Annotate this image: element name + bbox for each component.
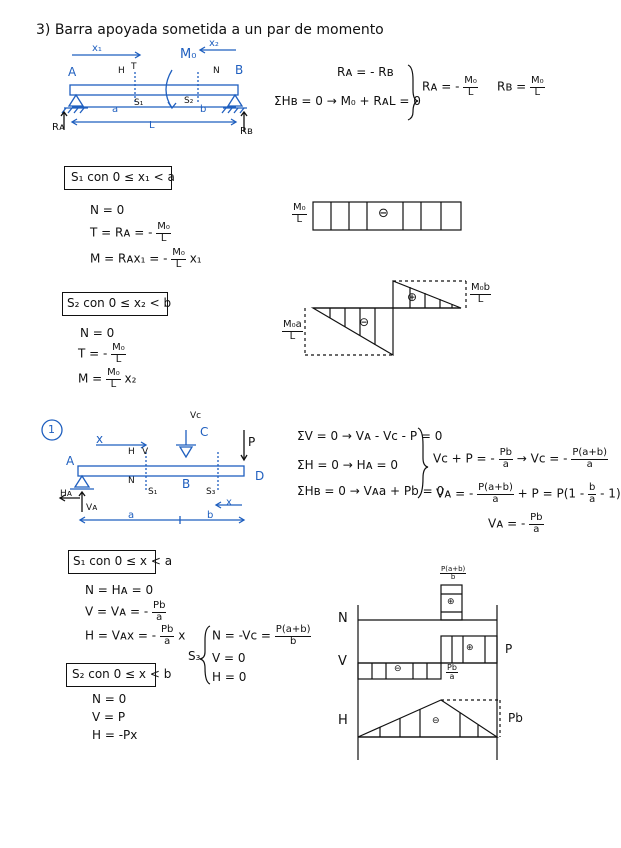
diagrams-2 <box>358 585 500 760</box>
eq-ra-lhs: Rᴀ = - <box>422 79 460 94</box>
frac-den: a <box>533 523 540 535</box>
frac-den: a <box>156 611 163 623</box>
frac-den: L <box>534 86 541 98</box>
frac-den: L <box>289 330 296 342</box>
label-m0: M₀ <box>180 47 197 62</box>
eq5-end: - 1) <box>596 486 621 501</box>
frac-num: M₀ <box>157 221 170 232</box>
shear-value-1 <box>292 203 307 225</box>
p2-s1-h <box>85 625 185 647</box>
s1-n: N = 0 <box>90 203 125 217</box>
eq5-mid: + P = P(1 - <box>517 486 588 501</box>
p2-label-s1: S₁ <box>148 487 158 497</box>
p2-s1-n: N = Hᴀ = 0 <box>85 583 154 597</box>
p2-label-p: P <box>248 435 256 449</box>
frac-num: M₀ <box>107 367 120 378</box>
eq-moment: ΣHʙ = 0 → M₀ + RᴀL = 0 <box>274 94 421 108</box>
frac-num: Pb <box>530 512 543 523</box>
beam-1-drawing <box>62 47 247 125</box>
beam-2 <box>78 466 244 476</box>
p2-label-x: x <box>96 432 104 446</box>
p2-s3-h: H = 0 <box>212 670 247 684</box>
moment-plus-sign: ⊕ <box>407 290 418 304</box>
frac-den: L <box>477 293 484 305</box>
p2-label-ha: Hᴀ <box>60 489 73 499</box>
label-ra: Rᴀ <box>52 122 65 133</box>
label-s1: S₁ <box>134 98 144 108</box>
eq-rb-result <box>497 76 545 98</box>
frac-num: P(a+b) <box>478 482 513 493</box>
p2-eq-sum-h: ΣH = 0 → Hᴀ = 0 <box>297 458 399 472</box>
p2-s3-n-lhs: N = -Vc = <box>212 628 271 643</box>
label-b: B <box>235 63 244 77</box>
label-rb: Rʙ <box>240 126 253 137</box>
p2-s1-v-lhs: V = Vᴀ = - <box>85 604 149 619</box>
frac-den: L <box>467 86 474 98</box>
v-minus-sign: ⊖ <box>394 664 402 674</box>
p2-s3-n <box>212 625 311 647</box>
p2-label-n: N <box>128 476 135 486</box>
frac-den: L <box>175 258 182 270</box>
label-x2: x₂ <box>209 38 219 49</box>
p2-dim-b: b <box>207 510 214 521</box>
p2-eq-sum-v: ΣV = 0 → Vᴀ - Vc - P = 0 <box>297 429 443 443</box>
frac-num: M₀ <box>531 75 544 86</box>
frac-num: P(a+b) <box>441 565 466 573</box>
p2-label-va: Vᴀ <box>86 503 98 513</box>
p2-eq-va <box>436 483 621 505</box>
n-plus-sign: ⊕ <box>447 597 455 607</box>
frac-den: a <box>586 458 593 470</box>
diagram-n-label: N <box>338 611 348 626</box>
p2-eq-moment: ΣHʙ = 0 → Vᴀa + Pb = 0 <box>297 484 445 498</box>
eq-ra-rb: Rᴀ = - Rʙ <box>337 65 394 79</box>
eq-rb-lhs: Rʙ = <box>497 79 527 94</box>
s2-m-lhs: M = <box>78 371 103 386</box>
h-minus-sign: ⊖ <box>432 716 440 726</box>
frac-den: a <box>164 635 171 647</box>
label-t-1: T <box>131 62 137 72</box>
p2-dim-a: a <box>128 510 135 521</box>
frac-num: Pb <box>160 624 174 635</box>
frac-num: P(a+b) <box>572 447 607 458</box>
beam-1 <box>70 85 238 95</box>
v-right-value: P <box>505 642 513 656</box>
p2-dim-x2: x <box>226 497 232 508</box>
p2-label-h: H <box>128 447 135 457</box>
frac-den: a <box>492 493 499 505</box>
s1-t <box>90 222 171 244</box>
s1-m-x1: x₁ <box>189 251 202 266</box>
s2-t <box>78 343 126 365</box>
label-a: A <box>68 65 77 79</box>
label-x1: x₁ <box>92 43 102 54</box>
eq4-mid: → Vc = - <box>516 451 568 466</box>
h-right-value: Pb <box>508 711 523 725</box>
moment-minus-sign: ⊖ <box>359 315 370 329</box>
p2-s1-h-lhs: H = Vᴀx = - <box>85 628 157 643</box>
s1-m <box>90 248 202 270</box>
frac-num: M₀b <box>471 282 490 293</box>
frac-den: L <box>160 232 167 244</box>
p2-label-v: V <box>142 447 149 457</box>
frac-num: M₀ <box>112 342 125 353</box>
s2-t-lhs: T = - <box>78 346 108 361</box>
frac-den: a <box>589 493 596 505</box>
support-a <box>69 95 83 106</box>
frac-num: Pb <box>447 663 457 672</box>
frac-num: Pb <box>153 600 166 611</box>
page-title: 3) Barra apoyada sometida a un par de momento <box>36 22 384 38</box>
s2-n: N = 0 <box>80 326 115 340</box>
frac-num: M₀a <box>283 319 302 330</box>
label-dim-a: a <box>112 104 119 115</box>
frac-num: M₀ <box>293 202 306 213</box>
frac-den: a <box>502 458 509 470</box>
s2-m-x2: x₂ <box>124 371 137 386</box>
p2-section-s1-title: S₁ con 0 ≤ x < a <box>73 554 173 568</box>
label-dim-l: L <box>149 120 155 131</box>
shear-sign-1: ⊖ <box>378 206 389 221</box>
support-b <box>228 95 242 106</box>
p2-s1-h-x: x <box>178 628 186 643</box>
frac-num: Pb <box>499 447 512 458</box>
p2-label-s3: S₃ <box>206 487 216 497</box>
moment-arc <box>166 70 172 108</box>
eq5-lhs: Vᴀ = - <box>436 486 474 501</box>
v-left-value <box>446 664 458 682</box>
p2-eq-va-final <box>488 513 544 535</box>
s1-t-lhs: T = Rᴀ = - <box>90 225 153 240</box>
p2-label-d: D <box>255 469 265 483</box>
problem-2-number: 1 <box>48 423 55 436</box>
moment-diagram-1 <box>305 281 466 355</box>
s2-m <box>78 368 136 390</box>
eq6-lhs: Vᴀ = - <box>488 516 526 531</box>
p2-eq-vc <box>433 448 608 470</box>
diagram-h-label: H <box>338 713 348 728</box>
p2-s3-v: V = 0 <box>212 651 246 665</box>
frac-den: L <box>296 213 303 225</box>
label-s2: S₂ <box>184 96 194 106</box>
eq4-lhs: Vc + P = - <box>433 451 499 466</box>
eq-ra-result <box>422 76 478 98</box>
frac-num: b <box>588 482 596 493</box>
p2-s2-v: V = P <box>92 710 126 724</box>
frac-num: M₀ <box>172 247 185 258</box>
p2-label-vc: Vc <box>190 411 202 421</box>
section-s1-title: S₁ con 0 ≤ x₁ < a <box>71 170 175 184</box>
p2-label-a: A <box>66 454 75 468</box>
p2-section-s2-title: S₂ con 0 ≤ x < b <box>72 667 172 681</box>
label-dim-b: b <box>200 104 207 115</box>
frac-den: b <box>289 635 297 647</box>
frac-den: a <box>449 672 455 682</box>
p2-s1-v <box>85 601 166 623</box>
v-plus-sign: ⊕ <box>466 643 474 653</box>
p2-s3-label: S₃ <box>188 649 201 663</box>
frac-den: L <box>115 353 122 365</box>
frac-den: L <box>110 378 117 390</box>
p2-label-b: B <box>182 477 191 491</box>
frac-num: M₀ <box>464 75 477 86</box>
s1-m-lhs: M = Rᴀx₁ = - <box>90 251 168 266</box>
label-h-1: H <box>118 66 125 76</box>
p2-label-c: C <box>200 425 209 439</box>
frac-num: P(a+b) <box>275 624 311 635</box>
p2-s2-n: N = 0 <box>92 692 127 706</box>
moment-left-value <box>282 320 303 342</box>
p2-s2-h: H = -Px <box>92 728 138 742</box>
frac-den: b <box>450 573 456 582</box>
moment-right-value <box>470 283 491 305</box>
n-value <box>440 566 466 582</box>
section-s2-title: S₂ con 0 ≤ x₂ < b <box>67 296 172 310</box>
label-n-1: N <box>213 66 220 76</box>
diagram-v-label: V <box>338 654 347 669</box>
